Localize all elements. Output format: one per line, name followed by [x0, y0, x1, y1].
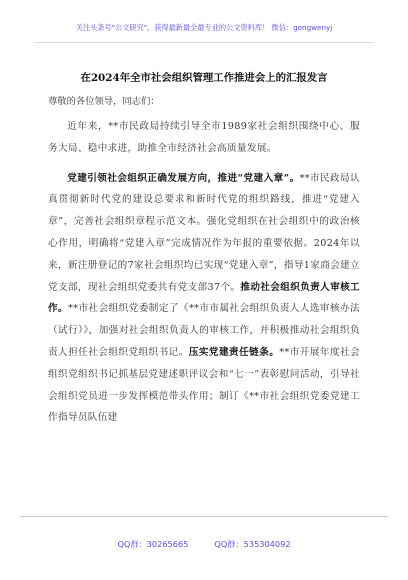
section1-text: **市民政局认真贯彻新时代党的建设总要求和新时代党的组织路线，推进“党建入章”，完善社会组织章程示范文本。强化党组织在社会组织中的政治核心作用，明确将“党建入章”完成情况作为年报的重要依据。2024年以来，新注册登记的7家社会组织均已实现“党建入章”，指导1家商会建立党支部，现社会组织党委共有党支部37个。	[48, 172, 361, 293]
qq-group-2: QQ群：535304092	[214, 539, 291, 549]
document-title: 在2024年全市社会组织管理工作推进会上的汇报发言	[80, 72, 328, 84]
qq-group-1: QQ群：30265665	[117, 539, 189, 549]
section3-heading: 压实党建责任链条。	[188, 346, 280, 358]
document-body	[48, 116, 360, 429]
section2-text: **市社会组织党委制定了《**市市属社会组织负责人人选审核办法（试行）》，加强对社会组织负责人的审核工作，并积极推动社会组织负责人担任社会组织党组织书记。	[48, 303, 360, 358]
header-promo-note: 关注头条号"公文研究"，获得最新最全最专业的公文资料库！ 微信：gongwenyj	[75, 23, 333, 32]
section1-heading: 党建引领社会组织正确发展方向，推进“党建入章”。	[67, 172, 300, 184]
footer-divider	[20, 516, 388, 517]
section-paragraph	[48, 168, 360, 430]
header-divider	[34, 42, 374, 43]
section2-heading: 推动社会组织负责人审核工作。	[48, 281, 360, 315]
footer-qq-groups	[20, 536, 388, 552]
section3-text: **市开展年度社会组织党组织书记抓基层党建述职评议会和“七一”表彰慰问活动，引导社会组织党员进一步发挥模范带头作用；制订《**市社会组织党委党建工作指导员队伍建	[48, 346, 360, 424]
intro-paragraph: 近年来，**市民政局持续引导全市1989家社会组织围绕中心、服务大局、稳中求进，助推全市经济社会高质量发展。	[48, 121, 360, 154]
salutation: 尊敬的各位领导，同志们：	[48, 96, 160, 107]
